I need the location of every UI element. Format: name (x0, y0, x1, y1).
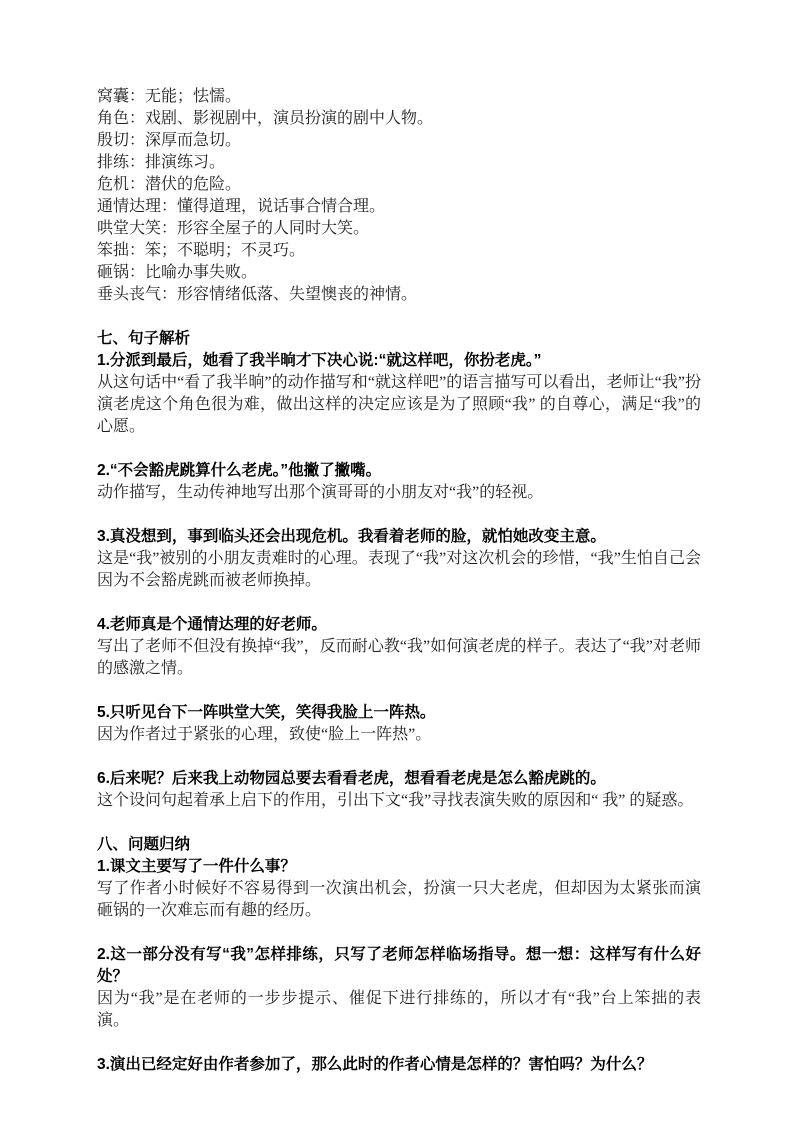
summary-question: 3.演出已经定好由作者参加了，那么此时的作者心情是怎样的？害怕吗？为什么？ (97, 1056, 653, 1073)
sentence-analysis-item (97, 526, 701, 592)
sentence-question: 6.后来呢？后来我上动物园总要去看看老虎，想看看老虎是怎么豁虎跳的。 (97, 770, 606, 787)
glossary-entry: 窝囊：无能；怯懦。 (97, 88, 242, 105)
question-summary-item (97, 944, 701, 1032)
sentence-analysis-item (97, 350, 701, 438)
sentence-analysis-section (97, 328, 701, 812)
sentence-answer: 这是“我”被别的小朋友责难时的心理。表现了“我”对这次机会的珍惜，“我”生怕自己会因为不会豁虎跳而被老师换掉。 (97, 550, 701, 589)
sentence-analysis-item (97, 768, 701, 812)
sentence-answer: 因为作者过于紧张的心理，致使“脸上一阵热”。 (97, 726, 432, 743)
glossary-entry: 危机：潜伏的危险。 (97, 176, 242, 193)
glossary-entry: 垂头丧气：形容情绪低落、失望懊丧的神情。 (97, 286, 418, 303)
summary-answer: 写了作者小时候好不容易得到一次演出机会，扮演一只大老虎，但却因为太紧张而演砸锅的一次难忘而有趣的经历。 (97, 880, 701, 919)
sentence-question: 5.只听见台下一阵哄堂大笑，笑得我脸上一阵热。 (97, 704, 436, 721)
summary-question: 1.课文主要写了一件什么事？ (97, 858, 296, 875)
sentence-analysis-item (97, 460, 701, 504)
sentence-question: 3.真没想到，事到临头还会出现危机。我看着老师的脸，就怕她改变主意。 (97, 528, 606, 545)
glossary-entry: 哄堂大笑：形容全屋子的人同时大笑。 (97, 220, 370, 237)
sentence-answer: 从这句话中“看了我半晌”的动作描写和“就这样吧”的语言描写可以看出，老师让“我”扮演老虎这个角色很为难，做出这样的决定应该是为了照顾“我” 的自尊心，满足“我”的心愿。 (97, 374, 701, 435)
question-summary-section (97, 834, 701, 1076)
glossary-entry: 排练：排演练习。 (97, 154, 226, 171)
sentence-question: 4.老师真是个通情达理的好老师。 (97, 616, 327, 633)
glossary-entry: 笨拙：笨；不聪明；不灵巧。 (97, 242, 306, 259)
sentence-answer: 这个设问句起着承上启下的作用，引出下文“我”寻找表演失败的原因和“ 我” 的疑惑。 (97, 792, 694, 809)
sentence-analysis-title: 七、句子解析 (97, 330, 191, 347)
sentence-analysis-item (97, 702, 701, 746)
sentence-analysis-item (97, 614, 701, 680)
glossary-entry: 角色：戏剧、影视剧中，演员扮演的剧中人物。 (97, 110, 434, 127)
glossary-entry: 通情达理：懂得道理，说话事合情合理。 (97, 198, 386, 215)
sentence-question: 1.分派到最后，她看了我半晌才下决心说:“就这样吧，你扮老虎。” (97, 352, 542, 369)
glossary-section (97, 86, 701, 306)
question-summary-title: 八、问题归纳 (97, 836, 191, 853)
sentence-question: 2.“不会豁虎跳算什么老虎。”他撇了撇嘴。 (97, 462, 382, 479)
glossary-entry: 砸锅：比喻办事失败。 (97, 264, 258, 281)
question-summary-item (97, 856, 701, 922)
sentence-answer: 动作描写，生动传神地写出那个演哥哥的小朋友对“我”的轻视。 (97, 484, 544, 501)
summary-question: 2.这一部分没有写“我”怎样排练，只写了老师怎样临场指导。想一想：这样写有什么好处？ (97, 946, 701, 985)
glossary-entry: 殷切：深厚而急切。 (97, 132, 242, 149)
sentence-answer: 写出了老师不但没有换掉“我”，反而耐心教“我”如何演老虎的样子。表达了“我”对老师的感激之情。 (97, 638, 701, 677)
question-summary-item (97, 1054, 701, 1076)
summary-answer: 因为“我”是在老师的一步步提示、催促下进行排练的，所以才有“我”台上笨拙的表演。 (97, 990, 701, 1029)
